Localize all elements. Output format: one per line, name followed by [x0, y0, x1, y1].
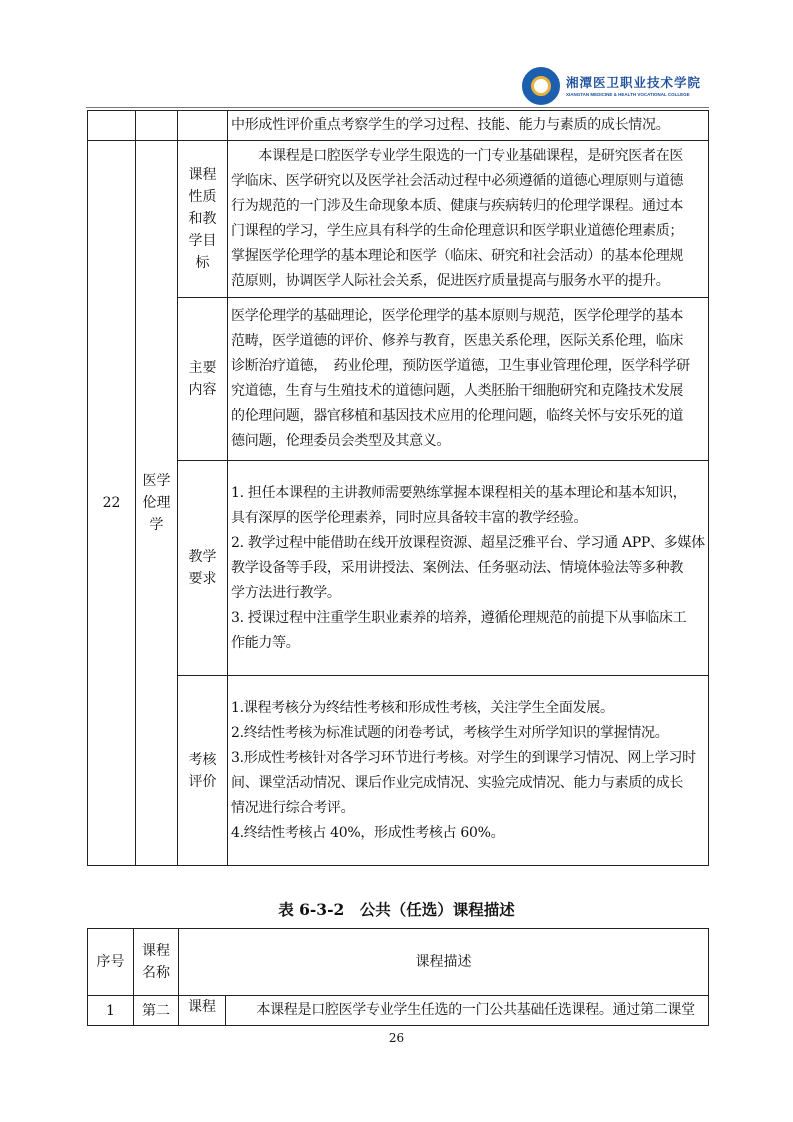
content-line: 学临床、医学研究以及医学社会活动过程中必须遵循的道德心理原则与道德 [231, 173, 684, 189]
row-name: 第二 [134, 996, 179, 1026]
table-title: 表 6-3-2 公共（任选）课程描述 [278, 900, 515, 919]
prev-row-text: 中形成性评价重点考察学生的学习过程、技能、能力与素质的成长情况。 [228, 111, 709, 141]
row-text: 本课程是口腔医学专业学生任选的一门公共基础任选课程。通过第二课堂 [226, 996, 709, 1026]
content-line: 1.课程考核分为终结性考核和形成性考核，关注学生全面发展。 [231, 699, 614, 716]
content-line: 3.形成性考核针对各学习环节进行考核。对学生的到课学习情况、网上学习时 [231, 749, 696, 766]
course-table [87, 110, 709, 866]
content-line: 间、课堂活动情况、课后作业完成情况、实验完成情况、能力与素质的成长 [231, 774, 684, 791]
content-line: 3. 授课过程中注重学生职业素养的培养，遵循伦理规范的前提下从事临床工 [231, 609, 687, 626]
header-rule [86, 107, 709, 108]
content-line: 究道德，生育与生殖技术的道德问题，人类胚胎干细胞研究和克隆技术发展 [231, 383, 684, 399]
public-course-table [87, 928, 709, 1026]
content-line: 医学伦理学的基础理论，医学伦理学的基本原则与规范，医学伦理学的基本 [231, 308, 684, 324]
table-row [88, 461, 709, 676]
content-line: 门课程的学习，学生应具有科学的生命伦理意识和医学职业道德伦理素质； [231, 223, 684, 239]
content-line: 2.终结性考核为标准试题的闭卷考试，考核学生对所学知识的掌握情况。 [231, 724, 669, 741]
section-label: 考核评价 [178, 676, 228, 866]
table-row [88, 996, 709, 1026]
table-row [88, 298, 709, 461]
row-no: 1 [88, 996, 134, 1026]
table-row [88, 111, 709, 141]
table-row [88, 141, 709, 298]
content-line: 教学设备等手段，采用讲授法、案例法、任务驱动法、情境体验法等多种教 [231, 559, 684, 576]
content-line: 诊断治疗道德， 药业伦理，预防医学道德，卫生事业管理伦理，医学科学研 [231, 358, 690, 374]
section-content [228, 461, 709, 676]
college-seal-icon [522, 67, 560, 105]
section-content [228, 298, 709, 461]
content-line: 作能力等。 [231, 634, 300, 651]
table-header-row [88, 929, 709, 996]
section-label: 教学要求 [178, 461, 228, 676]
section-content [228, 676, 709, 866]
logo-en: XIANGTAN MEDICINE & HEALTH VOCATIONAL COLLEGE [566, 91, 690, 97]
table-row [88, 676, 709, 866]
college-logo [522, 66, 712, 106]
content-line: 行为规范的一门涉及生命现象本质、健康与疾病转归的伦理学课程。通过本 [231, 198, 684, 214]
course-name: 医学伦理学 [136, 141, 178, 866]
content-line: 2. 教学过程中能借助在线开放课程资源、超星泛雅平台、学习通 APP、多媒体 [231, 534, 705, 551]
header-no: 序号 [88, 929, 134, 996]
page-number: 26 [388, 1031, 405, 1045]
content-line: 掌握医学伦理学的基本理论和医学（临床、研究和社会活动）的基本伦理规 [231, 248, 684, 264]
logo-cn: 湘潭医卫职业技术学院 [566, 74, 702, 90]
content-line: 范原则，协调医学人际社会关系，促进医疗质量提高与服务水平的提升。 [231, 273, 670, 289]
section-label: 课程性质和教学目标 [178, 141, 228, 298]
header-name: 课程名称 [134, 929, 179, 996]
content-line: 的伦理问题，器官移植和基因技术应用的伦理问题，临终关怀与安乐死的道 [231, 408, 684, 424]
content-line: 具有深厚的医学伦理素养，同时应具备较丰富的教学经验。 [231, 509, 588, 526]
course-number: 22 [88, 141, 136, 866]
row-label: 课程 [179, 996, 226, 1026]
content-line: 学方法进行教学。 [231, 584, 341, 601]
section-label: 主要内容 [178, 298, 228, 461]
content-line: 1. 担任本课程的主讲教师需要熟练掌握本课程相关的基本理论和基本知识， [231, 484, 687, 501]
content-line: 4.终结性考核占 40%，形成性考核占 60%。 [231, 824, 505, 841]
header-desc: 课程描述 [179, 929, 709, 996]
section-content [228, 141, 709, 298]
content-line: 德问题，伦理委员会类型及其意义。 [231, 433, 451, 449]
content-line: 范畴，医学道德的评价、修养与教育，医患关系伦理，医际关系伦理，临床 [231, 333, 684, 349]
content-line: 情况进行综合考评。 [231, 799, 355, 816]
content-line: 本课程是口腔医学专业学生限选的一门专业基础课程，是研究医者在医 [231, 148, 684, 164]
